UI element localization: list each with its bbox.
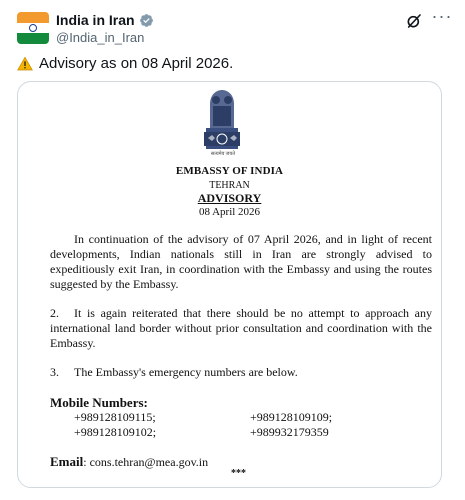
- phone-number: +989128109102;: [74, 425, 157, 439]
- phone-number: +989128109115;: [74, 410, 156, 424]
- email-row: [50, 454, 208, 470]
- paragraph-2-number: 2.: [50, 306, 59, 320]
- account-names[interactable]: [56, 12, 154, 46]
- display-name[interactable]: India in Iran: [56, 12, 154, 29]
- phone-number: +989128109109;: [250, 410, 333, 424]
- more-options-icon[interactable]: ···: [431, 6, 453, 26]
- embassy-title: EMBASSY OF INDIA: [175, 165, 284, 177]
- warning-icon: [17, 56, 33, 72]
- national-emblem-icon: [196, 88, 248, 170]
- email-label: Email: [50, 454, 84, 469]
- india-flag-icon[interactable]: [17, 12, 49, 44]
- account-handle[interactable]: @India_in_Iran: [56, 30, 145, 45]
- mobile-numbers-label: Mobile Numbers:: [50, 395, 148, 410]
- emblem-caption: सत्यमेव जयते: [210, 152, 236, 157]
- verified-badge-icon: [139, 13, 154, 28]
- email-value: : cons.tehran@mea.gov.in: [83, 455, 209, 469]
- end-mark: ***: [231, 468, 246, 479]
- paragraph-3: 3. The Embassy's emergency numbers are below.: [50, 365, 298, 379]
- phone-number: +989932179359: [250, 425, 329, 439]
- grok-icon[interactable]: [406, 13, 422, 29]
- paragraph-2: 2. It is again reiterated that there should be no attempt to approach any international land border without prior consultation and coordination with the Embassy.: [50, 306, 432, 350]
- advisory-date: 08 April 2026: [198, 206, 261, 218]
- tweet-header: [0, 0, 465, 52]
- advisory-heading: ADVISORY: [197, 191, 262, 205]
- paragraph-1: In continuation of the advisory of 07 April 2026, and in light of recent developments, Indian nationals still in Iran are strongly advised to expeditiously exit Iran, in coordination with the Embassy and using the routes suggested by the Embassy.: [50, 232, 432, 291]
- city-name: TEHRAN: [209, 180, 250, 191]
- paragraph-3-number: 3.: [50, 365, 59, 379]
- advisory-document: [18, 82, 441, 487]
- tweet-image[interactable]: [17, 81, 442, 488]
- tweet-text: Advisory as on 08 April 2026.: [17, 54, 233, 73]
